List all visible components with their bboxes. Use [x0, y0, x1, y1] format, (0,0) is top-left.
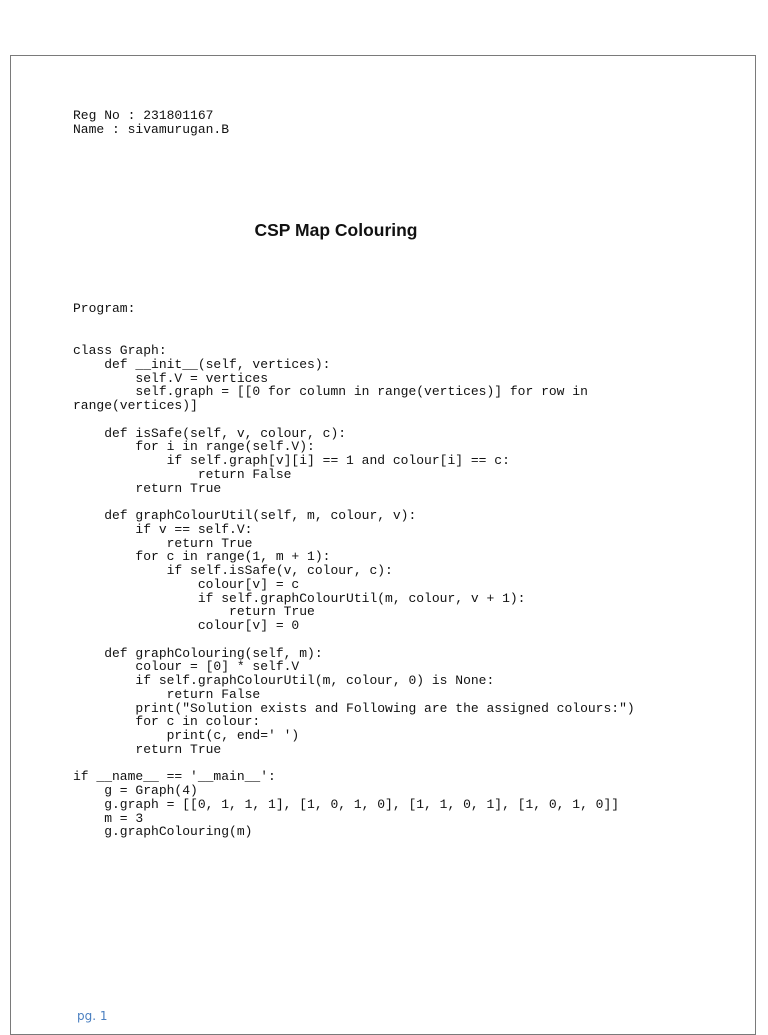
name-line: Name : sivamurugan.B: [73, 121, 230, 137]
reg-no-line: Reg No : 231801167: [73, 108, 214, 123]
code-listing: class Graph: def __init__(self, vertices): self.V = vertices self.graph = [[0 for column in range(vertices)] for row in range(vertices)] def isSafe(self, v, colour, c): for i in range(self.V): if self.graph[v][i] == 1 and colour[i] == c: return False return True def graphColourUtil(self, m, colour, v): if v == self.V: return True for c in range(1, m + 1): if self.isSafe(v, colour, c): colour[v] = c if self.graphColourUtil(m, colour, v + 1): return True colour[v] = 0 def graphColouring(self, m): colour = [0] * self.V if self.graphColourUtil(m, colour, 0) is None: return False print("Solution exists and Following are the assigned colours:") for c in colour: print(c, end=' ') return True if __name__ == '__main__': g = Graph(4) g.graph = [[0, 1, 1, 1], [1, 0, 1, 0], [1, 1, 0, 1], [1, 0, 1, 0]] m = 3 g.graphColouring(m): [73, 343, 635, 840]
document-page: [10, 55, 756, 1035]
page-number: pg. 1: [77, 1009, 108, 1023]
student-info: [73, 109, 229, 137]
document-title: CSP Map Colouring: [254, 220, 418, 240]
program-label: Program:: [73, 301, 136, 316]
